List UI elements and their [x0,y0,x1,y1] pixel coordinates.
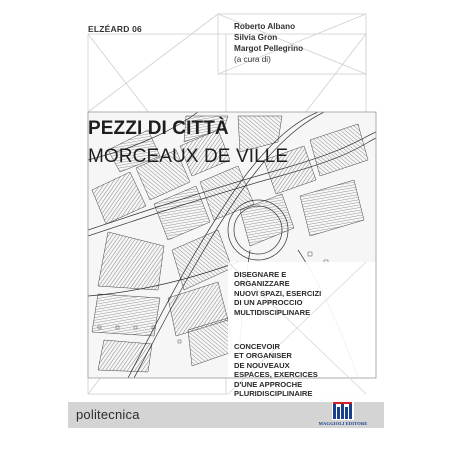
publisher-logo [318,402,368,426]
subtitle-line: PLURIDISCIPLINAIRE [234,389,313,399]
publisher-name: MAGGIOLI EDITORE [318,421,368,426]
subtitle-line: DISEGNARE E [234,270,287,279]
subtitle-line: ESPACES, EXERCICES [234,370,318,380]
subtitle-line: NUOVI SPAZI, ESERCIZI [234,288,322,298]
cover-artwork [68,0,384,452]
series-brand: politecnica [76,407,140,422]
subtitle-italian [234,270,321,317]
author-name: Margot Pellegrino [234,44,304,53]
subtitle-line: MULTIDISCIPLINARE [234,307,311,317]
author-list [234,21,303,65]
subtitle-french [234,342,318,398]
author-name: Roberto Albano [234,22,296,31]
title-french: MORCEAUX DE VILLE [88,146,289,167]
book-cover [68,0,384,452]
author-name: Silvia Gron [234,33,278,42]
subtitle-line: D'UNE APPROCHE [234,379,303,389]
series-label: ELZÉARD 06 [88,24,142,34]
publisher-mark-icon [332,402,354,420]
subtitle-line: ET ORGANISER [234,351,292,361]
subtitle-line: DE NOUVEAUX [234,360,290,370]
subtitle-line: DI UN APPROCCIO [234,298,303,308]
subtitle-line: ORGANIZZARE [234,279,290,289]
subtitle-line: CONCEVOIR [234,342,280,351]
title-italian: PEZZI DI CITTÀ [88,118,229,139]
editor-note: (a cura di) [234,55,271,64]
